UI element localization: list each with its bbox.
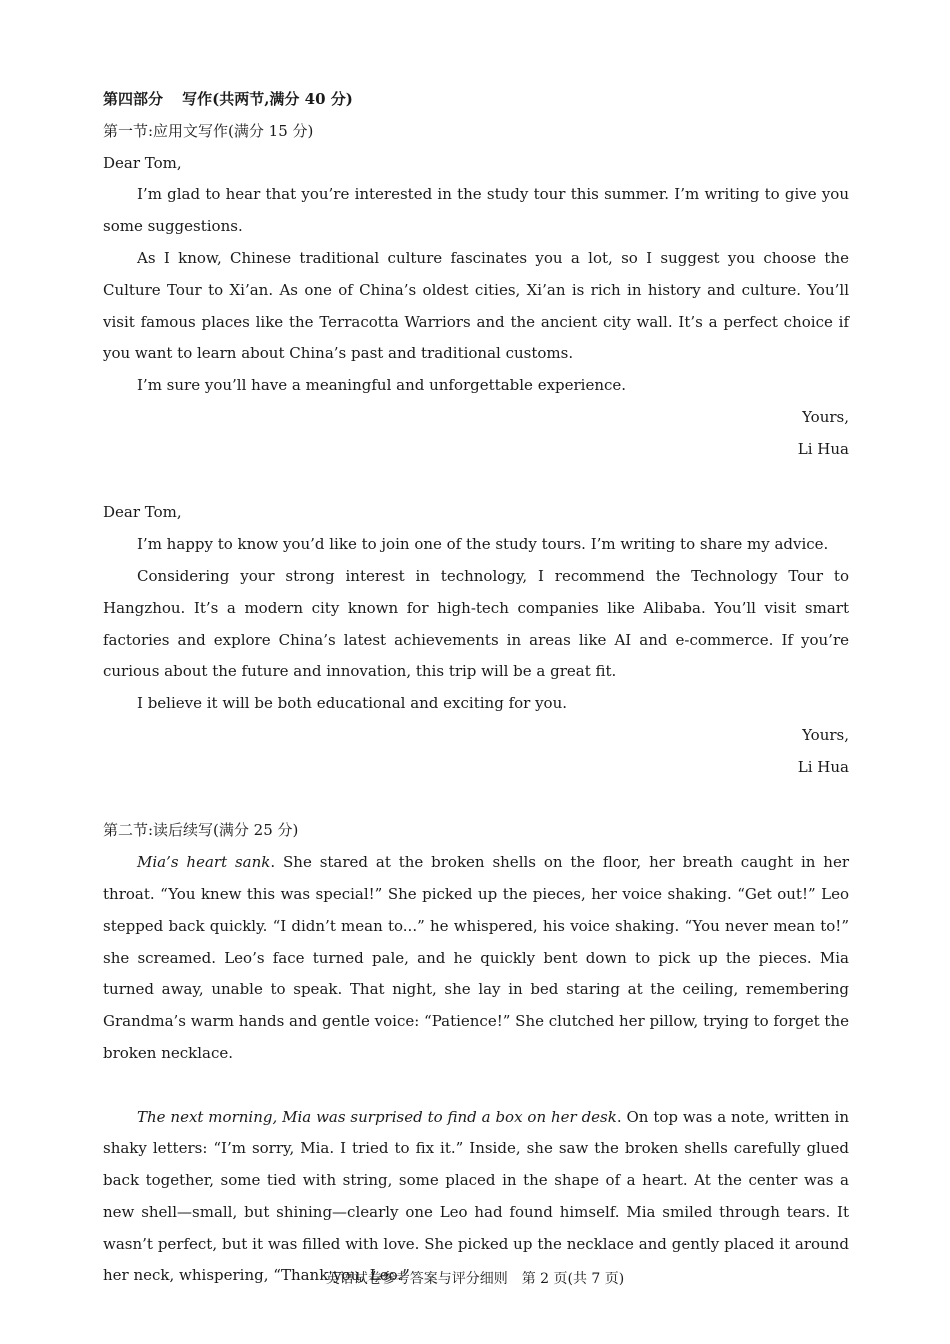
letter-one-paragraph-2: As I know, Chinese traditional culture fascinates you a lot, so I suggest you choose the Culture Tour to Xi’an. As one of China’s oldest cities, Xi’an is rich in history and culture. You’ll visit famous places like the Terracotta Warriors and the ancient city wall. It’s a perfect choice if you want to learn about China’s past and traditional customs. bbox=[103, 248, 849, 363]
answer-page bbox=[103, 84, 849, 1292]
continuation-story bbox=[103, 847, 849, 1292]
spacer bbox=[103, 466, 849, 498]
story-paragraph-2-lead: The next morning, Mia was surprised to find a box on her desk bbox=[137, 1107, 617, 1126]
part-four-heading bbox=[103, 84, 849, 116]
part-four-title: 第四部分 bbox=[103, 90, 164, 108]
letter-one-greeting: Dear Tom, bbox=[103, 153, 182, 172]
letter-two-greeting: Dear Tom, bbox=[103, 503, 182, 522]
spacer bbox=[103, 1070, 849, 1102]
story-paragraph-2-body: . On top was a note, written in shaky letters: “I’m sorry, Mia. I tried to fix it.” Inside, she saw the broken shells carefully glued back together, some tied with string, some placed in the shape of a heart. At the center was a new shell—small, but shining—clearly one Leo had found himself. Mia smiled through tears. It wasn’t perfect, but it was filled with love. She picked up the necklace and gently placed it around her neck, whispering, “Thank you, Leo.” bbox=[103, 1107, 849, 1285]
section-one-heading: 第一节:应用文写作(满分 15 分) bbox=[103, 121, 314, 140]
letter-two-paragraph-3: I believe it will be both educational and exciting for you. bbox=[137, 694, 568, 713]
section-two-heading: 第二节:读后续写(满分 25 分) bbox=[103, 821, 299, 840]
letter-one-paragraph-1: I’m glad to hear that you’re interested in the study tour this summer. I’m writing to give you some suggestions. bbox=[103, 185, 849, 236]
letter-two-paragraph-2: Considering your strong interest in technology, I recommend the Technology Tour to Hangzhou. It’s a modern city known for high-tech companies like Alibaba. You’ll visit smart factories and explore China’s latest achievements in areas like AI and e-commerce. If you’re curious about the future and innovation, this trip will be a great fit. bbox=[103, 566, 849, 681]
letter-one-closing: Yours, bbox=[802, 407, 849, 426]
letter-one bbox=[103, 148, 849, 466]
page-footer: 英语试卷参考答案与评分细则 第 2 页(共 7 页) bbox=[325, 1271, 625, 1287]
story-paragraph-2 bbox=[103, 1102, 849, 1293]
letter-two bbox=[103, 497, 849, 783]
story-paragraph-1-body: . She stared at the broken shells on the floor, her breath caught in her throat. “You knew this was special!” She picked up the pieces, her voice shaking. “Get out!” Leo stepped back quickly. “I didn’t mean to...” he whispered, his voice shaking. “You never mean to!” she screamed. Leo’s face turned pale, and he quickly bent down to pick up the pieces. Mia turned away, unable to speak. That night, she lay in bed staring at the ceiling, remembering Grandma’s warm hands and gentle voice: “Patience!” She clutched her pillow, trying to forget the broken necklace. bbox=[103, 853, 849, 1062]
spacer bbox=[103, 784, 849, 816]
part-four-subtitle: 写作(共两节,满分 40 分) bbox=[182, 90, 353, 108]
story-paragraph-1-lead: Mia’s heart sank bbox=[137, 853, 271, 872]
story-paragraph-1 bbox=[103, 847, 849, 1070]
letter-two-closing: Yours, bbox=[802, 725, 849, 744]
letter-two-paragraph-1: I’m happy to know you’d like to join one of the study tours. I’m writing to share my advice. bbox=[137, 535, 829, 554]
letter-one-signature: Li Hua bbox=[797, 439, 849, 458]
letter-one-paragraph-3: I’m sure you’ll have a meaningful and unforgettable experience. bbox=[137, 376, 627, 395]
letter-two-signature: Li Hua bbox=[797, 757, 849, 776]
